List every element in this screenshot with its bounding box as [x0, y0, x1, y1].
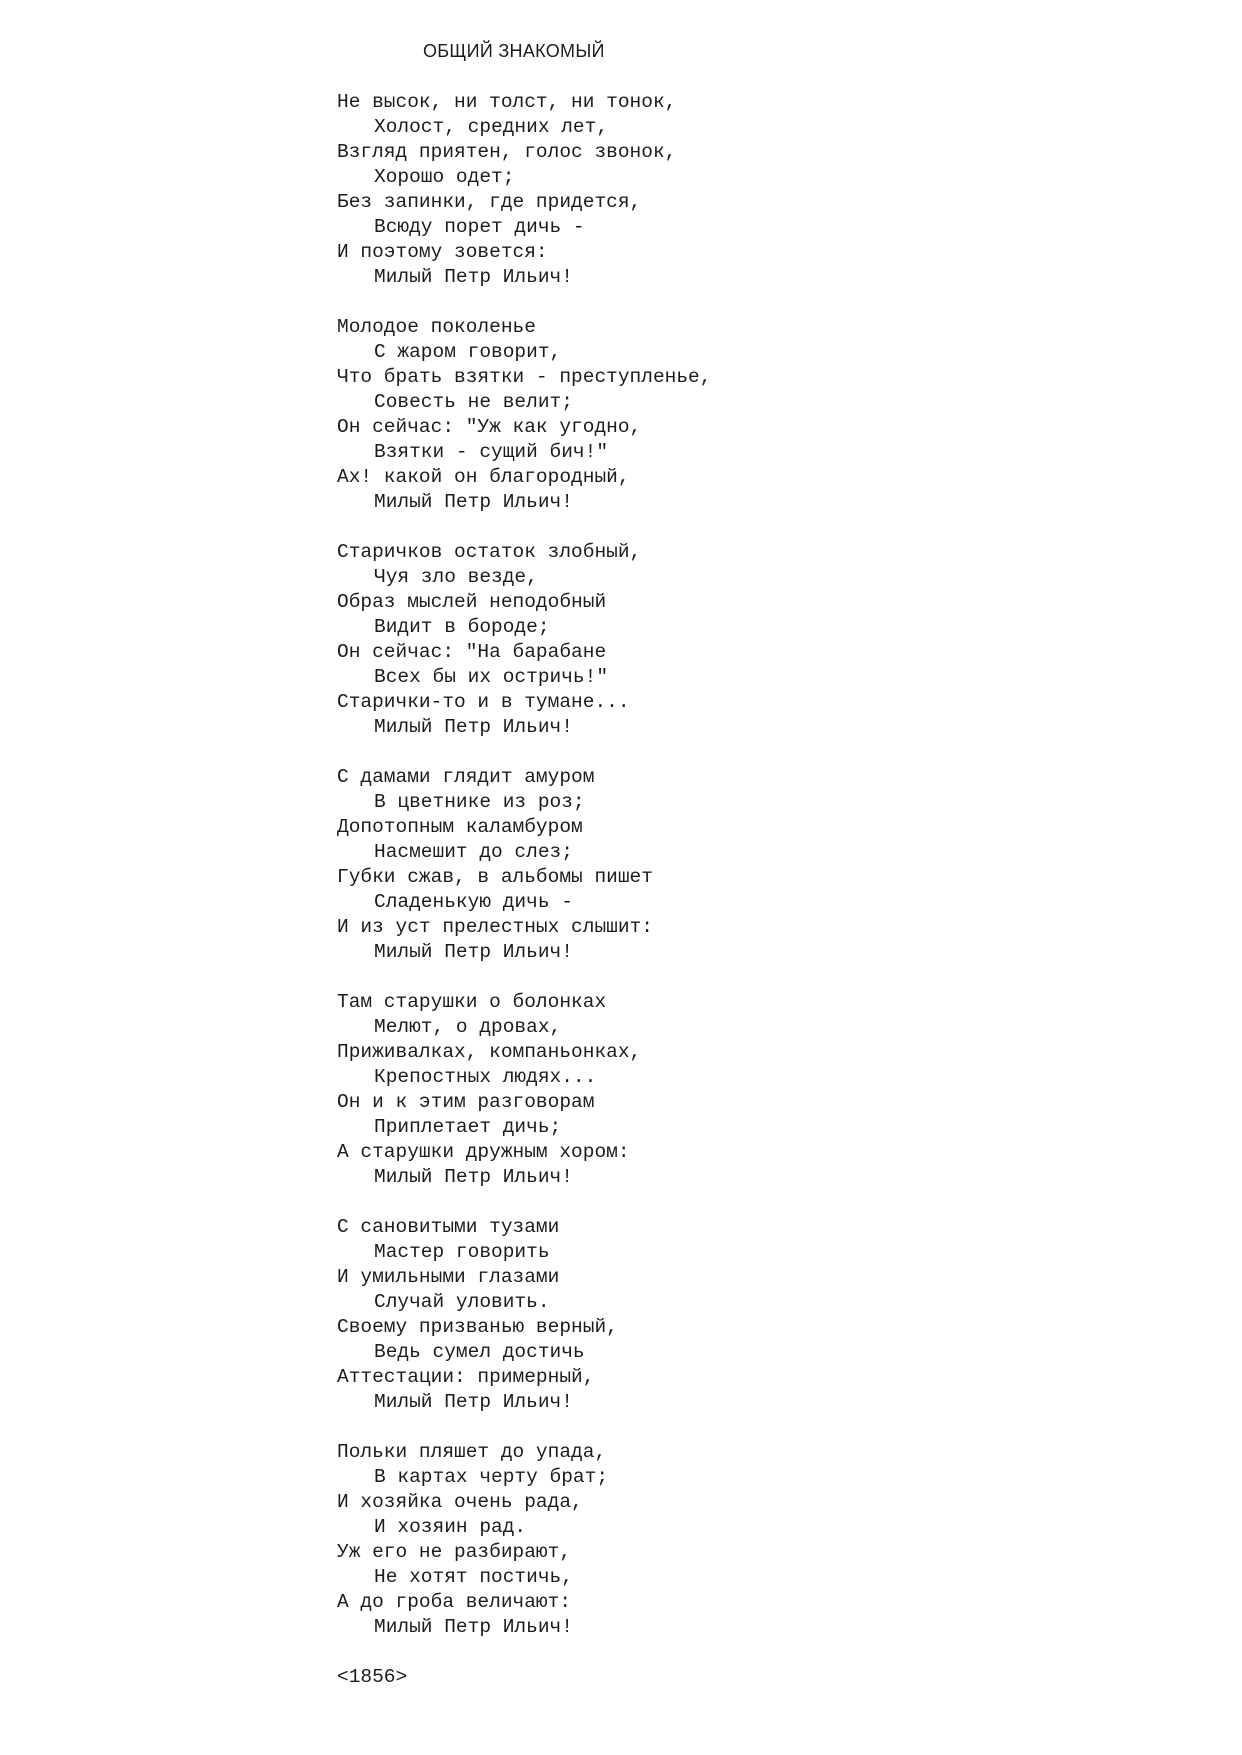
poem-line: Взятки - сущий бич!" — [374, 441, 609, 463]
poem-line: Своему призванью верный, — [337, 1316, 618, 1338]
poem-line: С сановитыми тузами — [337, 1216, 560, 1238]
poem-line: Милый Петр Ильич! — [374, 1166, 573, 1188]
poem-line: Допотопным каламбуром — [337, 816, 583, 838]
stanza-1 — [337, 90, 1137, 290]
poem-line: Чуя зло везде, — [374, 566, 538, 588]
poem-line: Милый Петр Ильич! — [374, 1616, 573, 1638]
poem-title: ОБЩИЙ ЗНАКОМЫЙ — [423, 41, 605, 61]
poem-line: Случай уловить. — [374, 1291, 550, 1313]
poem-line: А старушки дружным хором: — [337, 1141, 630, 1163]
stanza-5 — [337, 990, 1137, 1190]
poem-line: А до гроба величают: — [337, 1591, 572, 1613]
poem-line: Не высок, ни толст, ни тонок, — [337, 91, 677, 113]
poem-line: С дамами глядит амуром — [337, 766, 595, 788]
poem-line: Приплетает дичь; — [374, 1116, 562, 1138]
poem-date: <1856> — [337, 1666, 408, 1688]
poem-line: Ах! какой он благородный, — [337, 466, 630, 488]
poem-body — [337, 90, 1137, 1690]
poem-line: Ведь сумел достичь — [374, 1341, 585, 1363]
poem-line: Холост, средних лет, — [374, 116, 609, 138]
poem-line: Милый Петр Ильич! — [374, 491, 573, 513]
poem-line: С жаром говорит, — [374, 341, 562, 363]
poem-line: Старички-то и в тумане... — [337, 691, 630, 713]
poem-line: В картах черту брат; — [374, 1466, 609, 1488]
poem-line: Он сейчас: "На барабане — [337, 641, 607, 663]
stanza-4 — [337, 765, 1137, 965]
poem-line: И умильными глазами — [337, 1266, 560, 1288]
poem-line: Милый Петр Ильич! — [374, 716, 573, 738]
poem-line: Всюду порет дичь - — [374, 216, 585, 238]
poem-line: Крепостных людях... — [374, 1066, 597, 1088]
poem-line: Не хотят постичь, — [374, 1566, 573, 1588]
poem-line: Приживалках, компаньонках, — [337, 1041, 642, 1063]
poem-line: Он сейчас: "Уж как угодно, — [337, 416, 642, 438]
poem-line: И хозяйка очень рада, — [337, 1491, 583, 1513]
poem-line: Взгляд приятен, голос звонок, — [337, 141, 677, 163]
stanza-7 — [337, 1440, 1137, 1640]
poem-line: Что брать взятки - преступленье, — [337, 366, 712, 388]
poem-line: В цветнике из роз; — [374, 791, 585, 813]
poem-line: Аттестации: примерный, — [337, 1366, 595, 1388]
poem-line: Милый Петр Ильич! — [374, 941, 573, 963]
poem-line: Всех бы их остричь!" — [374, 666, 609, 688]
poem-line: И хозяин рад. — [374, 1516, 527, 1538]
poem-line: Мастер говорить — [374, 1241, 550, 1263]
poem-line: И поэтому зовется: — [337, 241, 548, 263]
poem-line: Видит в бороде; — [374, 616, 550, 638]
poem-line: И из уст прелестных слышит: — [337, 916, 653, 938]
poem-line: Мелют, о дровах, — [374, 1016, 562, 1038]
poem-line: Польки пляшет до упада, — [337, 1441, 607, 1463]
stanza-6 — [337, 1215, 1137, 1415]
poem-line: Он и к этим разговорам — [337, 1091, 595, 1113]
poem-line: Милый Петр Ильич! — [374, 266, 573, 288]
poem-line: Совесть не велит; — [374, 391, 573, 413]
stanza-2 — [337, 315, 1137, 515]
poem-line: Губки сжав, в альбомы пишет — [337, 866, 653, 888]
poem-line: Там старушки о болонках — [337, 991, 607, 1013]
poem-line: Милый Петр Ильич! — [374, 1391, 573, 1413]
poem-line: Сладенькую дичь - — [374, 891, 573, 913]
poem-line: Без запинки, где придется, — [337, 191, 642, 213]
poem-line: Старичков остаток злобный, — [337, 541, 642, 563]
poem-line: Уж его не разбирают, — [337, 1541, 572, 1563]
poem-line: Молодое поколенье — [337, 316, 536, 338]
stanza-3 — [337, 540, 1137, 740]
poem-line: Насмешит до слез; — [374, 841, 573, 863]
poem-line: Образ мыслей неподобный — [337, 591, 607, 613]
poem-line: Хорошо одет; — [374, 166, 515, 188]
